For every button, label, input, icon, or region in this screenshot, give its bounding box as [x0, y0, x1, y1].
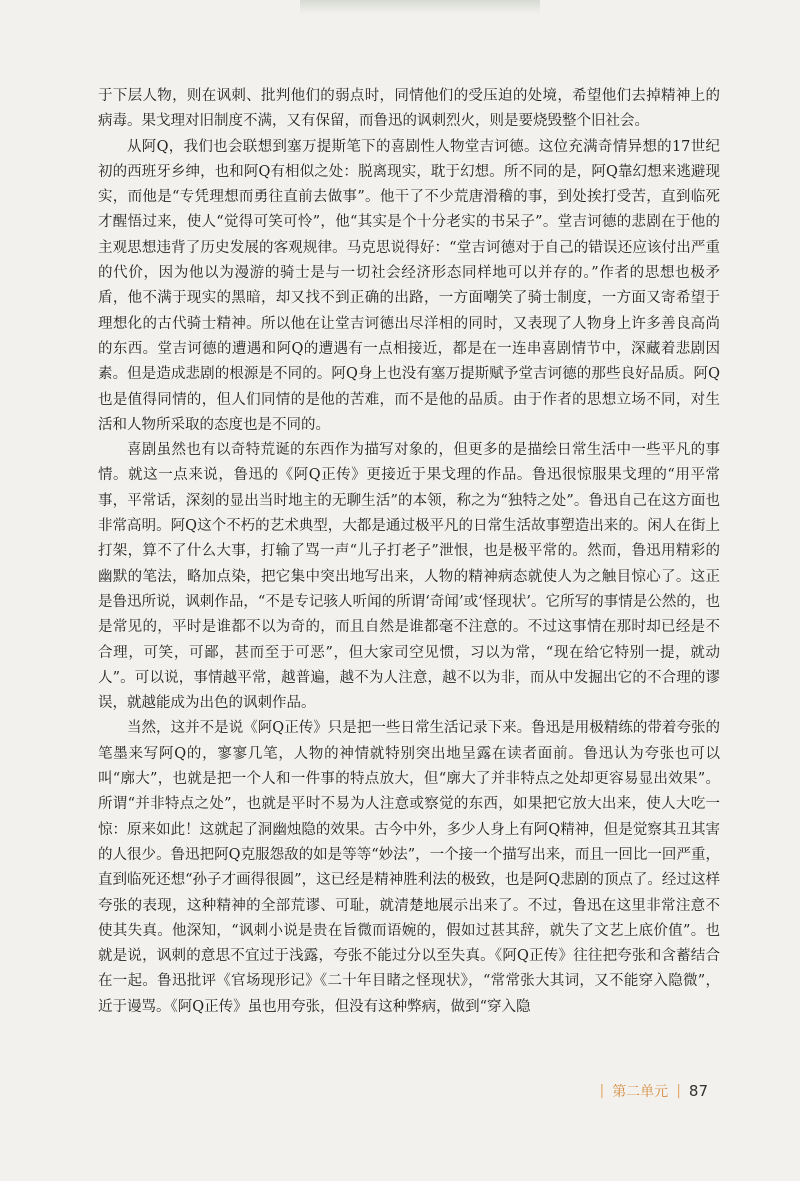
unit-label: 第二单元 [612, 1084, 669, 1100]
page-top-shadow [300, 0, 540, 14]
page-body [98, 84, 720, 1020]
footer-separator-left: | [599, 1083, 605, 1099]
footer-separator-right: | [676, 1083, 681, 1099]
paragraph-comedy-daily-life: 喜剧虽然也有以奇特荒诞的东西作为描写对象的，但更多的是描绘日常生活中一些平凡的事情。就这一点来说，鲁迅的《阿Q正传》更接近于果戈理的作品。鲁迅很惊服果戈理的“用平常事，平常话，深刻的显出当时地主的无聊生活”的本领，称之为“独特之处”。鲁迅自己在这方面也非常高明。阿Q这个不朽的艺术典型，大都是通过极平凡的日常生活故事塑造出来的。闲人在街上打架，算不了什么大事，打输了骂一声“儿子打老子”泄恨，也是极平常的。然而，鲁迅用精彩的幽默的笔法，略加点染，把它集中突出地写出来，人物的精神病态就使人为之触目惊心了。这正是鲁迅所说，讽刺作品，“不是专记骇人听闻的所谓‘奇闻’或‘怪现状’。它所写的事情是公然的，也是常见的，平时是谁都不以为奇的，而且自然是谁都毫不注意的。不过这事情在那时却已经是不合理，可笑，可鄙，甚而至于可恶”，但大家司空见惯，习以为常，“现在给它特别一提，就动人”。可以说，事情越平常，越普遍，越不为人注意，越不以为非，而从中发掘出它的不合理的谬误，就越能成为出色的讽刺作品。 [98, 442, 720, 712]
paragraph-continued: 于下层人物，则在讽刺、批判他们的弱点时，同情他们的受压迫的处境，希望他们去掉精神上的病毒。果戈理对旧制度不满，又有保留，而鲁迅的讽刺烈火，则是要烧毁整个旧社会。 [98, 88, 720, 130]
paragraph-don-quixote: 从阿Q，我们也会联想到塞万提斯笔下的喜剧性人物堂吉诃德。这位充满奇情异想的17世纪初的西班牙乡绅，也和阿Q有相似之处：脱离现实，耽于幻想。所不同的是，阿Q靠幻想来逃避现实，而他是“专凭理想而勇往直前去做事”。他干了不少荒唐滑稽的事，到处挨打受苦，直到临死才醒悟过来，使人“觉得可笑可怜”，他“其实是个十分老实的书呆子”。堂吉诃德的悲剧在于他的主观思想违背了历史发展的客观规律。马克思说得好：“堂吉诃德对于自己的错误还应该付出严重的代价，因为他以为漫游的骑士是与一切社会经济形态同样地可以并存的。”作者的思想也极矛盾，他不满于现实的黑暗，却又找不到正确的出路，一方面嘲笑了骑士制度，一方面又寄希望于理想化的古代骑士精神。所以他在让堂吉诃德出尽洋相的同时，又表现了人物身上许多善良高尚的东西。堂吉诃德的遭遇和阿Q的遭遇有一点相接近，都是在一连串喜剧情节中，深藏着悲剧因素。但是造成悲剧的根源是不同的。阿Q身上也没有塞万提斯赋予堂吉诃德的那些良好品质。阿Q也是值得同情的，但人们同情的是他的苦难，而不是他的品质。由于作者的思想立场不同，对生活和人物所采取的态度也是不同的。 [98, 138, 720, 433]
paragraph-exaggeration: 当然，这并不是说《阿Q正传》只是把一些日常生活记录下来。鲁迅是用极精练的带着夸张的笔墨来写阿Q的，寥寥几笔，人物的神情就特别突出地呈露在读者面前。鲁迅认为夸张也可以叫“廓大”，也就是把一个人和一件事的特点放大，但“廓大了并非特点之处却更容易显出效果”。所谓“并非特点之处”，也就是平时不易为人注意或察觉的东西，如果把它放大出来，使人大吃一惊：原来如此！这就起了洞幽烛隐的效果。古今中外，多少人身上有阿Q精神，但是觉察其丑其害的人很少。鲁迅把阿Q克服怨敌的如是等等“妙法”，一个接一个描写出来，而且一回比一回严重，直到临死还想“孙子才画得很圆”，这已经是精神胜利法的极致，也是阿Q悲剧的顶点了。经过这样夸张的表现，这种精神的全部荒谬、可耻，就清楚地展示出来了。不过，鲁迅在这里非常注意不使其失真。他深知，“讽刺小说是贵在旨微而语婉的，假如过甚其辞，就失了文艺上底价值”。也就是说，讽刺的意思不宜过于浅露，夸张不能过分以至失真。《阿Q正传》往往把夸张和含蓄结合在一起。鲁迅批评《官场现形记》《二十年目睹之怪现状》，“常常张大其词，又不能穿入隐微”，近于谩骂。《阿Q正传》虽也用夸张，但没有这种弊病，做到“穿入隐 [98, 720, 720, 1015]
page-number: 87 [688, 1082, 708, 1100]
page-footer [599, 1081, 708, 1101]
